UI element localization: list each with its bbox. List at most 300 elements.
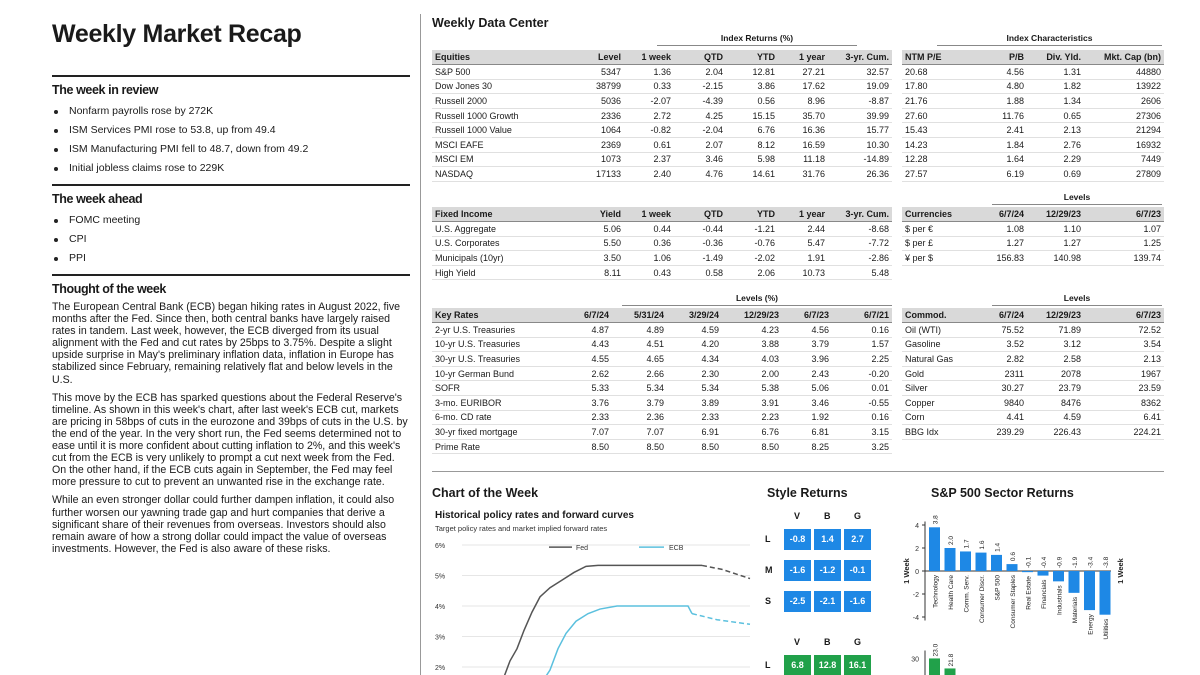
table-cell: U.S. Aggregate — [432, 222, 572, 237]
column-header: Key Rates — [432, 308, 562, 323]
table-cell: 3.52 — [972, 337, 1027, 352]
table-cell: 14.61 — [726, 167, 778, 182]
table-cell: 5.50 — [572, 236, 624, 251]
table-cell: 23.79 — [1027, 381, 1084, 396]
column-header: 5/31/24 — [612, 308, 667, 323]
table-cell: 3.54 — [1084, 337, 1164, 352]
data-center-title: Weekly Data Center — [432, 16, 549, 30]
table-cell: 3.89 — [667, 396, 722, 411]
table-cell: 3.91 — [722, 396, 782, 411]
column-header: 6/7/24 — [972, 207, 1027, 222]
table-cell: 2.30 — [667, 366, 722, 381]
table-cell: 2.76 — [1027, 138, 1084, 153]
table-cell: 6.76 — [726, 123, 778, 138]
table-row — [902, 79, 1164, 94]
table-cell: 2336 — [572, 108, 624, 123]
style-cell: -0.1 — [844, 560, 871, 581]
table-cell: 1.57 — [832, 337, 892, 352]
style-col-label: G — [854, 511, 862, 521]
table-cell: 4.89 — [612, 323, 667, 338]
table-cell: 0.58 — [674, 265, 726, 280]
table-row — [902, 236, 1164, 251]
column-header: 12/29/23 — [1027, 308, 1084, 323]
table-cell: $ per € — [902, 222, 972, 237]
table-cell: 2-yr U.S. Treasuries — [432, 323, 562, 338]
style-cell: 2.7 — [844, 529, 871, 550]
legend-fed: Fed — [576, 545, 589, 553]
column-header: 1 week — [624, 50, 674, 65]
table-cell: 5036 — [572, 94, 624, 109]
y-tick-label: 2 — [915, 546, 919, 553]
column-divider — [420, 14, 421, 675]
table-cell: 2.36 — [612, 410, 667, 425]
table-cell: 2.44 — [778, 222, 828, 237]
table-cell: 0.01 — [832, 381, 892, 396]
table-cell: -0.82 — [624, 123, 674, 138]
style-col-label: G — [854, 637, 862, 647]
table-cell: 2.13 — [1027, 123, 1084, 138]
column-header: YTD — [726, 207, 778, 222]
table-cell: 156.83 — [972, 251, 1027, 266]
category-label: Consumer Discr. — [979, 575, 986, 624]
table-cell: 8476 — [1027, 396, 1084, 411]
style-col-label: B — [824, 637, 831, 647]
table-cell: 4.03 — [722, 352, 782, 367]
table-cell: 27.57 — [902, 167, 972, 182]
table-cell: 10.73 — [778, 265, 828, 280]
list-item: CPI — [52, 230, 410, 249]
table-cell: 2.00 — [722, 366, 782, 381]
table-cell: 0.16 — [832, 410, 892, 425]
table-cell: Russell 1000 Growth — [432, 108, 572, 123]
column-header: 6/7/21 — [832, 308, 892, 323]
table-cell: 19.09 — [828, 79, 892, 94]
column-header: 12/29/23 — [722, 308, 782, 323]
category-label: Materials — [1072, 596, 1079, 624]
table-cell: 2.37 — [624, 152, 674, 167]
column-header: Currencies — [902, 207, 972, 222]
list-item: Nonfarm payrolls rose by 272K — [52, 102, 410, 121]
key-rates-table — [432, 308, 892, 454]
ahead-heading: The week ahead — [52, 192, 143, 206]
style-row-label: M — [765, 565, 773, 575]
table-cell: Municipals (10yr) — [432, 251, 572, 266]
table-cell: Prime Rate — [432, 439, 562, 454]
divider — [52, 75, 410, 77]
table-cell: 13922 — [1084, 79, 1164, 94]
table-cell: -4.39 — [674, 94, 726, 109]
y-tick-label: 2% — [435, 665, 446, 672]
table-cell: 6.81 — [782, 425, 832, 440]
column-header: Level — [572, 50, 624, 65]
list-item: Initial jobless claims rose to 229K — [52, 159, 410, 178]
thought-paragraph: This move by the ECB has sparked questions about the Federal Reserve's timeline. As shown in this week's chart, after last week's ECB cut, markets are pricing in 58bps of cuts in the eurozone and 39bps of cuts in the U.S. by the end of the year. In the very short run, the Fed seems determined not to ease until it is more confident about cutting inflation to 2%, and this week's cut from the ECB is very unlikely to prompt a cut next week from the Fed. On the other hand, if the ECB cuts again in September, the Fed may feel more pressure to cut to prevent an unwanted rise in the exchange rate. — [52, 391, 408, 489]
table-row — [432, 425, 892, 440]
table-cell: Dow Jones 30 — [432, 79, 572, 94]
data-label: -3.4 — [1087, 556, 1095, 568]
category-label: Utilities — [1103, 618, 1110, 640]
table-cell: 1.84 — [972, 138, 1027, 153]
y-tick-label: 3% — [435, 634, 446, 642]
column-header: P/B — [972, 50, 1027, 65]
ecb-forward-curve — [692, 614, 750, 625]
table-cell: Oil (WTI) — [902, 323, 972, 338]
chart-subtitle: Target policy rates and market implied forward rates — [435, 524, 608, 533]
table-row — [902, 323, 1164, 338]
commodities-table — [902, 308, 1164, 440]
table-cell: 7.07 — [562, 425, 612, 440]
table-cell: 3.86 — [726, 79, 778, 94]
table-cell: 0.56 — [726, 94, 778, 109]
table-cell: 1.10 — [1027, 222, 1084, 237]
table-cell: 8362 — [1084, 396, 1164, 411]
table-cell: 21.76 — [902, 94, 972, 109]
table-cell: 1967 — [1084, 366, 1164, 381]
table-cell: 2.82 — [972, 352, 1027, 367]
column-header: 1 week — [624, 207, 674, 222]
data-label: -0.4 — [1041, 556, 1048, 568]
table-row — [432, 138, 892, 153]
table-cell: Gold — [902, 366, 972, 381]
sector-bar — [1022, 571, 1033, 572]
table-row — [432, 167, 892, 182]
table-cell: ¥ per $ — [902, 251, 972, 266]
table-row — [432, 366, 892, 381]
data-label: -0.1 — [1025, 556, 1033, 568]
table-row — [432, 123, 892, 138]
table-cell: 75.52 — [972, 323, 1027, 338]
table-cell: 4.43 — [562, 337, 612, 352]
style-row-label: L — [765, 660, 771, 670]
fixed-income-table — [432, 207, 892, 280]
table-cell: 1.34 — [1027, 94, 1084, 109]
column-header: 3/29/24 — [667, 308, 722, 323]
table-row — [432, 251, 892, 266]
sector-bar — [929, 527, 940, 571]
table-cell: 12.81 — [726, 65, 778, 80]
table-cell: 2.40 — [624, 167, 674, 182]
column-header: QTD — [674, 50, 726, 65]
table-row — [902, 396, 1164, 411]
column-header: Commod. — [902, 308, 972, 323]
table-cell: Silver — [902, 381, 972, 396]
table-cell: 4.59 — [667, 323, 722, 338]
table-cell: 26.36 — [828, 167, 892, 182]
levels-label: Levels — [1063, 192, 1091, 202]
table-cell: 4.23 — [722, 323, 782, 338]
table-cell: U.S. Corporates — [432, 236, 572, 251]
table-cell: -2.07 — [624, 94, 674, 109]
table-cell: 10-yr German Bund — [432, 366, 562, 381]
table-cell: 1.82 — [1027, 79, 1084, 94]
table-row — [432, 79, 892, 94]
column-header: 3-yr. Cum. — [828, 207, 892, 222]
divider — [52, 274, 410, 276]
table-cell: -14.89 — [828, 152, 892, 167]
table-cell: -2.02 — [726, 251, 778, 266]
table-cell: -0.76 — [726, 236, 778, 251]
table-cell: 4.65 — [612, 352, 667, 367]
table-cell: 0.16 — [832, 323, 892, 338]
table-row — [902, 251, 1164, 266]
y-tick-label: 30 — [911, 656, 919, 664]
table-cell: SOFR — [432, 381, 562, 396]
thought-heading: Thought of the week — [52, 282, 166, 296]
fed-forward-curve — [702, 565, 750, 578]
column-header: 6/7/23 — [1084, 308, 1164, 323]
list-item: ISM Manufacturing PMI fell to 48.7, down from 49.2 — [52, 140, 410, 159]
table-cell: 16.36 — [778, 123, 828, 138]
table-cell: 1.92 — [782, 410, 832, 425]
table-row — [902, 381, 1164, 396]
table-cell: 8.96 — [778, 94, 828, 109]
table-cell: 3.46 — [782, 396, 832, 411]
ecb-series-line — [542, 606, 692, 675]
table-cell: 2.04 — [674, 65, 726, 80]
column-header: 1 year — [778, 50, 828, 65]
column-header: 1 year — [778, 207, 828, 222]
table-cell: 30-yr fixed mortgage — [432, 425, 562, 440]
table-cell: 2.33 — [562, 410, 612, 425]
table-cell: 0.65 — [1027, 108, 1084, 123]
table-cell: 71.89 — [1027, 323, 1084, 338]
table-row — [902, 123, 1164, 138]
data-label: 1.7 — [963, 539, 971, 549]
table-cell: 5.98 — [726, 152, 778, 167]
table-cell: 3.79 — [612, 396, 667, 411]
category-label: Energy — [1087, 614, 1095, 635]
table-cell: 72.52 — [1084, 323, 1164, 338]
table-cell: Corn — [902, 410, 972, 425]
table-cell: 12.28 — [902, 152, 972, 167]
left-column — [52, 0, 410, 675]
table-row — [432, 439, 892, 454]
table-cell: 8.25 — [782, 439, 832, 454]
data-label: 1.6 — [979, 540, 986, 550]
table-cell: MSCI EAFE — [432, 138, 572, 153]
sector-bar — [1038, 571, 1049, 576]
style-cell: -0.8 — [784, 529, 811, 550]
column-header: QTD — [674, 207, 726, 222]
sector-bar — [1053, 571, 1064, 581]
policy-rate-chart — [432, 532, 754, 675]
table-row — [432, 65, 892, 80]
column-header: 6/7/24 — [562, 308, 612, 323]
sector-ytd-bar — [945, 668, 956, 675]
table-row — [902, 352, 1164, 367]
y-tick-label: 6% — [435, 543, 446, 550]
currencies-table — [902, 207, 1164, 266]
table-cell: 2.43 — [782, 366, 832, 381]
table-row — [432, 236, 892, 251]
table-cell: 3.15 — [832, 425, 892, 440]
page-title: Weekly Market Recap — [52, 20, 302, 48]
y-tick-label: 4% — [435, 604, 446, 611]
table-cell: 5.38 — [722, 381, 782, 396]
sector-bar — [1069, 571, 1080, 593]
table-row — [432, 352, 892, 367]
table-row — [902, 337, 1164, 352]
table-cell: -0.55 — [832, 396, 892, 411]
column-header: YTD — [726, 50, 778, 65]
table-cell: 8.50 — [562, 439, 612, 454]
table-cell: 8.50 — [612, 439, 667, 454]
column-header: Div. Yld. — [1027, 50, 1084, 65]
table-cell: 5347 — [572, 65, 624, 80]
category-label: Industrials — [1056, 585, 1064, 615]
table-row — [432, 265, 892, 280]
table-cell: 2369 — [572, 138, 624, 153]
table-row — [902, 222, 1164, 237]
table-cell: $ per £ — [902, 236, 972, 251]
review-list — [52, 102, 410, 178]
table-cell: 6-mo. CD rate — [432, 410, 562, 425]
index-returns-label: Index Returns (%) — [720, 33, 794, 43]
sector-returns-heading: S&P 500 Sector Returns — [931, 486, 1074, 500]
table-cell: 23.59 — [1084, 381, 1164, 396]
data-label: 1.4 — [994, 542, 1002, 552]
levels-pct-label: Levels (%) — [735, 293, 779, 303]
sector-bar — [960, 551, 971, 571]
data-label: 3.8 — [932, 515, 940, 525]
table-cell: Copper — [902, 396, 972, 411]
style-cell: 16.1 — [844, 655, 871, 675]
data-center — [432, 0, 1164, 675]
list-item: FOMC meeting — [52, 211, 410, 230]
table-cell: BBG Idx — [902, 425, 972, 440]
data-label: 0.6 — [1010, 552, 1017, 562]
table-cell: 3.46 — [674, 152, 726, 167]
table-cell: 10.30 — [828, 138, 892, 153]
table-cell: 21294 — [1084, 123, 1164, 138]
table-cell: 3.96 — [782, 352, 832, 367]
y-tick-label: 0 — [915, 569, 919, 576]
table-cell: 1.27 — [972, 236, 1027, 251]
style-grid — [757, 505, 897, 675]
table-cell: 8.12 — [726, 138, 778, 153]
table-cell: -1.21 — [726, 222, 778, 237]
equities-table — [432, 50, 892, 182]
category-label: Health Care — [948, 575, 955, 610]
table-row — [432, 323, 892, 338]
thought-paragraph: While an even stronger dollar could further dampen inflation, it could also further worsen our yawning trade gap and hurt companies that derive a significant share of their revenues from overseas. Investors should also remain aware of how a strong dollar could impact the value of overseas investments. However, the Fed is also aware of these risks. — [52, 494, 395, 555]
table-cell: 10-yr U.S. Treasuries — [432, 337, 562, 352]
table-cell: 4.51 — [612, 337, 667, 352]
table-cell: 4.87 — [562, 323, 612, 338]
data-label: 2.0 — [948, 535, 955, 545]
table-cell: 1.88 — [972, 94, 1027, 109]
table-cell: 3.88 — [722, 337, 782, 352]
style-cell: -1.6 — [784, 560, 811, 581]
table-cell: 2078 — [1027, 366, 1084, 381]
column-header: 6/7/23 — [782, 308, 832, 323]
table-cell: 4.41 — [972, 410, 1027, 425]
table-row — [902, 65, 1164, 80]
style-cell: 12.8 — [814, 655, 841, 675]
column-header: Yield — [572, 207, 624, 222]
legend-ecb: ECB — [669, 545, 684, 553]
table-row — [432, 337, 892, 352]
table-row — [902, 108, 1164, 123]
table-cell: 4.56 — [782, 323, 832, 338]
table-row — [432, 222, 892, 237]
table-cell: 224.21 — [1084, 425, 1164, 440]
table-cell: 4.20 — [667, 337, 722, 352]
data-label: 23.0 — [932, 643, 940, 657]
category-label: Comm. Serv. — [963, 575, 971, 613]
table-cell: 1.36 — [624, 65, 674, 80]
table-cell: 39.99 — [828, 108, 892, 123]
style-cell: 6.8 — [784, 655, 811, 675]
column-header: NTM P/E — [902, 50, 972, 65]
table-cell: -8.87 — [828, 94, 892, 109]
sector-bar — [1100, 571, 1111, 615]
data-label: 21.8 — [948, 653, 955, 667]
table-cell: 30-yr U.S. Treasuries — [432, 352, 562, 367]
table-cell: 1.06 — [624, 251, 674, 266]
style-cell: -1.6 — [844, 591, 871, 612]
table-cell: MSCI EM — [432, 152, 572, 167]
table-cell: 14.23 — [902, 138, 972, 153]
divider — [432, 471, 1164, 472]
table-cell: 30.27 — [972, 381, 1027, 396]
table-cell: 16932 — [1084, 138, 1164, 153]
table-cell: 2.07 — [674, 138, 726, 153]
y-tick-label: 4 — [915, 523, 919, 530]
sector-ytd-bar — [929, 658, 940, 675]
table-cell: 2606 — [1084, 94, 1164, 109]
table-cell: 3-mo. EURIBOR — [432, 396, 562, 411]
ahead-list — [52, 211, 410, 268]
table-row — [432, 152, 892, 167]
column-header: Equities — [432, 50, 572, 65]
table-cell: 2.41 — [972, 123, 1027, 138]
y-tick-label: -4 — [912, 615, 919, 622]
style-col-label: B — [824, 511, 831, 521]
table-cell: -7.72 — [828, 236, 892, 251]
table-cell: 8.11 — [572, 265, 624, 280]
table-cell: 15.15 — [726, 108, 778, 123]
table-cell: 8.50 — [722, 439, 782, 454]
column-header: 12/29/23 — [1027, 207, 1084, 222]
style-cell: -2.5 — [784, 591, 811, 612]
table-row — [432, 410, 892, 425]
style-row-label: S — [765, 596, 772, 606]
table-cell: 6.19 — [972, 167, 1027, 182]
table-cell: 3.50 — [572, 251, 624, 266]
column-header: Fixed Income — [432, 207, 572, 222]
table-cell: 27.21 — [778, 65, 828, 80]
table-row — [902, 138, 1164, 153]
table-cell: 6.91 — [667, 425, 722, 440]
table-row — [432, 381, 892, 396]
table-cell: 5.06 — [782, 381, 832, 396]
sector-bar — [945, 548, 956, 571]
table-cell: 2.72 — [624, 108, 674, 123]
table-cell: 1064 — [572, 123, 624, 138]
table-cell: S&P 500 — [432, 65, 572, 80]
column-header: Mkt. Cap (bn) — [1084, 50, 1164, 65]
sector-bar — [991, 555, 1002, 571]
style-cell: -2.1 — [814, 591, 841, 612]
chart-of-week-heading: Chart of the Week — [432, 486, 539, 500]
thought-paragraph: The European Central Bank (ECB) began hiking rates in August 2022, five months after the Fed. Since then, both central banks have largely raised rates in tandem. Last week, however, the ECB diverged from its usual alignment with the Fed and cut rates by 25bps to 3.75%. Despite a slight upside surprise in May's preliminary inflation data, inflation in Europe has stabilized since February, remaining relatively flat and below levels in the U.S. — [52, 301, 401, 386]
table-cell: High Yield — [432, 265, 572, 280]
table-cell: 6.76 — [722, 425, 782, 440]
table-cell: 2.58 — [1027, 352, 1084, 367]
table-cell: 0.36 — [624, 236, 674, 251]
table-cell: 5.47 — [778, 236, 828, 251]
